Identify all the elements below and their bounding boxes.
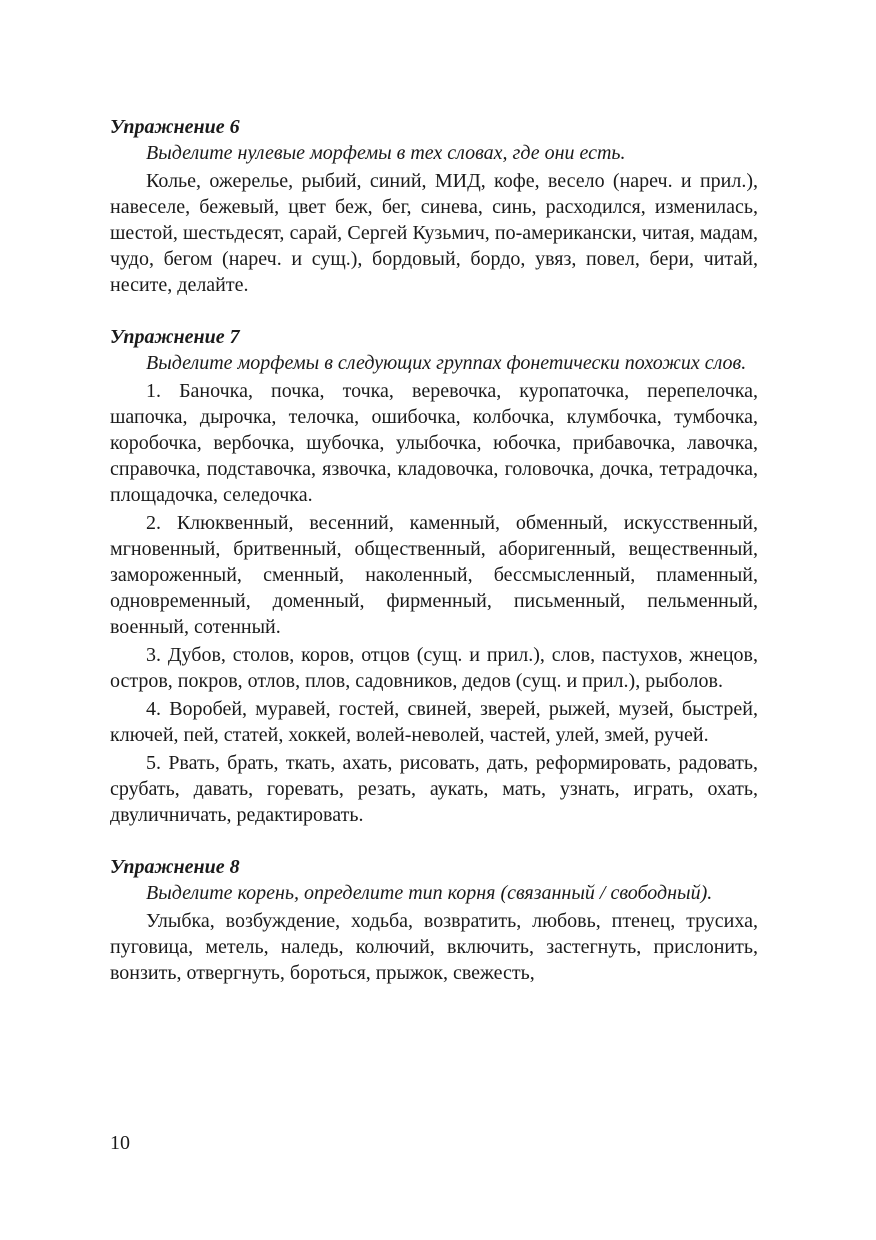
exercise-paragraph: 1. Баночка, почка, точка, веревочка, куропаточка, перепелочка, шапочка, дырочка, телочка, ошибочка, колбочка, клумбочка, тумбочка, коробочка, вербочка, шубочка, улыбочка, юбочка, прибавочка, лавочка, справочка, подставочка, язвочка, кладовочка, головочка, дочка, тетрадочка, площадочка, селедочка.	[110, 380, 758, 506]
exercise-7	[110, 324, 758, 828]
exercise-paragraph: 4. Воробей, муравей, гостей, свиней, зверей, рыжей, музей, быстрей, ключей, пей, статей, хоккей, волей-неволей, частей, улей, змей, ручей.	[110, 698, 758, 746]
page-number: 10	[110, 1132, 130, 1154]
exercise-task: Выделите нулевые морфемы в тех словах, где они есть.	[146, 142, 626, 164]
exercise-title: Упражнение 7	[110, 326, 240, 348]
exercise-title: Упражнение 6	[110, 116, 240, 138]
exercise-paragraph: 3. Дубов, столов, коров, отцов (сущ. и прил.), слов, пастухов, жнецов, остров, покров, отлов, плов, садовников, дедов (сущ. и прил.), рыболов.	[110, 644, 758, 692]
page-content	[110, 114, 758, 1012]
exercise-paragraph: 5. Рвать, брать, ткать, ахать, рисовать, дать, реформировать, радовать, срубать, давать, горевать, резать, аукать, мать, узнать, играть, охать, двуличничать, редактировать.	[110, 752, 758, 826]
exercise-paragraph: 2. Клюквенный, весенний, каменный, обменный, искусственный, мгновенный, бритвенный, общественный, аборигенный, вещественный, замороженный, сменный, наколенный, бессмысленный, пламенный, одновременный, доменный, фирменный, письменный, пельменный, военный, сотенный.	[110, 512, 758, 638]
exercise-6	[110, 114, 758, 298]
exercise-paragraph: Улыбка, возбуждение, ходьба, возвратить, любовь, птенец, трусиха, пуговица, метель, наледь, колючий, включить, застегнуть, прислонить, вонзить, отвергнуть, бороться, прыжок, свежесть,	[110, 910, 758, 984]
exercise-task: Выделите морфемы в следующих группах фонетически похожих слов.	[146, 352, 747, 374]
exercise-paragraph: Колье, ожерелье, рыбий, синий, МИД, кофе, весело (нареч. и прил.), навеселе, бежевый, цвет беж, бег, синева, синь, расходился, изменилась, шестой, шестьдесят, сарай, Сергей Кузьмич, по-американски, читая, мадам, чудо, бегом (нареч. и сущ.), бордовый, бордо, увяз, повел, бери, читай, несите, делайте.	[110, 170, 758, 296]
exercise-title: Упражнение 8	[110, 856, 240, 878]
exercise-task: Выделите корень, определите тип корня (связанный / свободный).	[146, 882, 713, 904]
exercise-8	[110, 854, 758, 986]
